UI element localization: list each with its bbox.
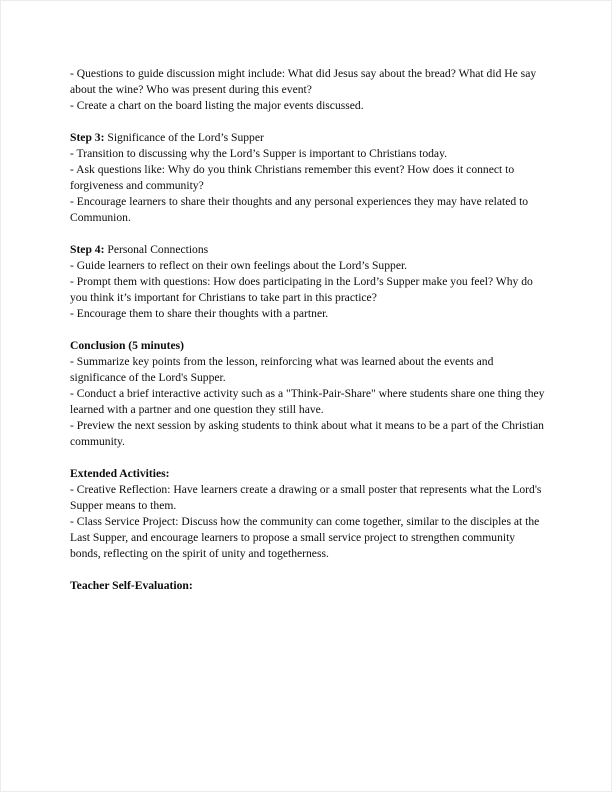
paragraph <box>70 482 548 514</box>
paragraph <box>70 274 548 306</box>
text-run: - Prompt them with questions: How does participating in the Lord’s Supper make you feel? Why do you think it’s important for Christians to take part in this practice? <box>70 275 533 304</box>
text-run: - Ask questions like: Why do you think Christians remember this event? How does it connect to forgiveness and community? <box>70 163 515 192</box>
heading-paragraph <box>70 466 548 482</box>
blank-line <box>70 114 548 130</box>
paragraph <box>70 306 548 322</box>
bold-text-run: Teacher Self-Evaluation: <box>70 579 193 592</box>
bold-text-run: Step 3: <box>70 131 105 144</box>
paragraph <box>70 354 548 386</box>
paragraph <box>70 146 548 162</box>
text-run: - Summarize key points from the lesson, reinforcing what was learned about the events and significance of the Lord's Supper. <box>70 355 494 384</box>
text-run: - Guide learners to reflect on their own feelings about the Lord’s Supper. <box>70 259 408 272</box>
blank-line <box>70 226 548 242</box>
paragraph <box>70 386 548 418</box>
paragraph <box>70 418 548 450</box>
heading-paragraph <box>70 338 548 354</box>
text-run: - Transition to discussing why the Lord’s Supper is important to Christians today. <box>70 147 448 160</box>
bold-text-run: Step 4: <box>70 243 105 256</box>
document-content <box>70 66 548 594</box>
paragraph <box>70 194 548 226</box>
text-run: - Create a chart on the board listing the major events discussed. <box>70 99 364 112</box>
text-run: - Class Service Project: Discuss how the community can come together, similar to the disciples at the Last Supper, and encourage learners to propose a small service project to strengthen community bonds, reflecting on the spirit of unity and togetherness. <box>70 515 540 560</box>
text-run: - Creative Reflection: Have learners create a drawing or a small poster that represents what the Lord's Supper means to them. <box>70 483 542 512</box>
paragraph <box>70 66 548 98</box>
paragraph <box>70 258 548 274</box>
blank-line <box>70 322 548 338</box>
blank-line <box>70 562 548 578</box>
paragraph <box>70 514 548 562</box>
heading-paragraph <box>70 578 548 594</box>
text-run: - Conduct a brief interactive activity such as a "Think-Pair-Share" where students share one thing they learned with a partner and one question they still have. <box>70 387 545 416</box>
text-run: Personal Connections <box>104 243 209 256</box>
paragraph <box>70 162 548 194</box>
text-run: Significance of the Lord’s Supper <box>104 131 264 144</box>
heading-paragraph <box>70 242 548 258</box>
blank-line <box>70 450 548 466</box>
heading-paragraph <box>70 130 548 146</box>
text-run: - Encourage learners to share their thoughts and any personal experiences they may have related to Communion. <box>70 195 529 224</box>
bold-text-run: Conclusion (5 minutes) <box>70 339 185 352</box>
text-run: - Encourage them to share their thoughts with a partner. <box>70 307 329 320</box>
text-run: - Preview the next session by asking students to think about what it means to be a part of the Christian community. <box>70 419 544 448</box>
bold-text-run: Extended Activities: <box>70 467 170 480</box>
text-run: - Questions to guide discussion might include: What did Jesus say about the bread? What did He say about the wine? Who was present during this event? <box>70 67 537 96</box>
paragraph <box>70 98 548 114</box>
